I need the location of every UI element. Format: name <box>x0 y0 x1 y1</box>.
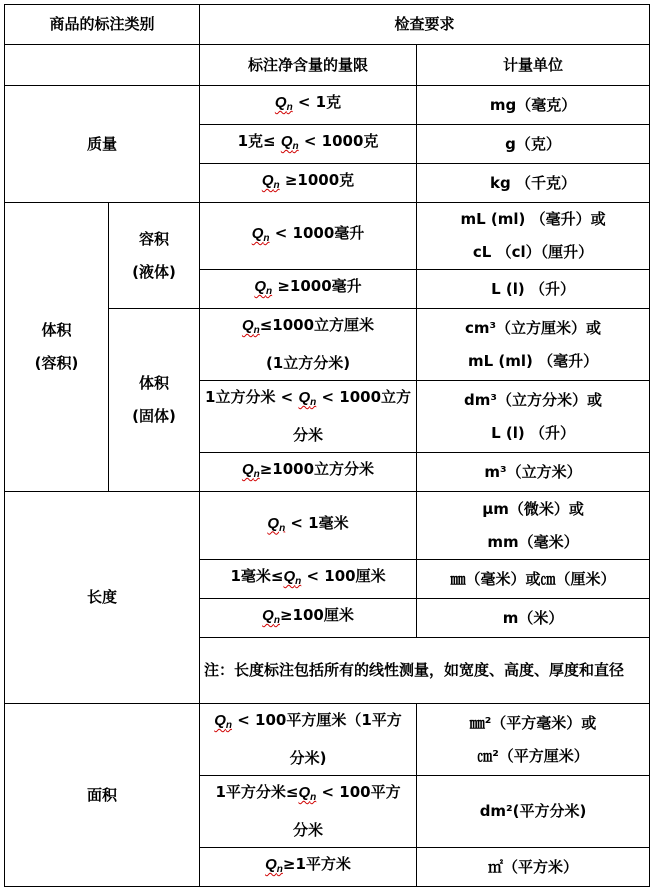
length-row <box>5 492 650 560</box>
qn-symbol: $Q_n$ <box>267 514 286 534</box>
mass-category: 质量 <box>5 86 200 203</box>
limit-cell: $Q_n \ge 1000$克 <box>200 164 417 203</box>
area-category: 面积 <box>5 704 200 887</box>
limit-cell: 1平方分米$\le Q_n < 100$平方 分米 <box>200 776 417 848</box>
qn-symbol: $Q_n$ <box>283 568 302 587</box>
header-row-2 <box>5 45 650 86</box>
unit-cell: ㎜（毫米）或㎝（厘米） <box>417 560 650 599</box>
limit-cell: $Q_n < 1$毫米 <box>200 492 417 560</box>
qn-symbol: $Q_n$ <box>298 784 317 803</box>
unit-cell: ㎡（平方米） <box>417 848 650 887</box>
qn-symbol: $Q_n$ <box>254 278 273 297</box>
limit-cell: $Q_n < 1000$毫升 <box>200 203 417 270</box>
unit-cell: ㎜²（平方毫米）或 ㎝²（平方厘米） <box>417 704 650 776</box>
unit-cell: mL (ml) （毫升）或 cL （cl）（厘升） <box>417 203 650 270</box>
category-header: 商品的标注类别 <box>5 5 200 45</box>
limit-cell: 1克≤ $Q_n < 1000$克 <box>200 125 417 164</box>
limit-cell: $Q_n < 100$平方厘米（1平方 分米) <box>200 704 417 776</box>
limit-cell: 1立方分米 < $Q_n < 1000$立方 分米 <box>200 381 417 453</box>
limit-cell: $Q_n\ge 1000$立方分米 <box>200 453 417 492</box>
unit-cell: cm³（立方厘米）或 mL (ml) （毫升） <box>417 309 650 381</box>
qn-symbol: $Q_n$ <box>265 856 283 875</box>
limit-column-header: 标注净含量的量限 <box>200 45 417 86</box>
unit-cell: μm（微米）或 mm（毫米） <box>417 492 650 560</box>
qn-symbol: $Q_n$ <box>298 389 317 408</box>
solid-subcategory: 体积 (固体) <box>109 309 200 492</box>
unit-cell: L (l) （升） <box>417 270 650 309</box>
unit-cell: dm³（立方分米）或 L (l) （升） <box>417 381 650 453</box>
limit-cell: $Q_n \ge 1000$毫升 <box>200 270 417 309</box>
volume-category: 体积 (容积) <box>5 203 109 492</box>
header-row-1 <box>5 5 650 45</box>
volume-liquid-row <box>5 203 650 270</box>
limit-cell: 1毫米$\le Q_n < 100$厘米 <box>200 560 417 599</box>
qn-symbol: $Q_n$ <box>241 317 260 336</box>
qn-symbol: $Q_n$ <box>262 607 280 626</box>
unit-cell: kg （千克） <box>417 164 650 203</box>
qn-symbol: $Q_n$ <box>214 712 233 731</box>
unit-cell: g（克） <box>417 125 650 164</box>
area-row <box>5 704 650 776</box>
limit-cell: $Q_n\ge 1$平方米 <box>200 848 417 887</box>
qn-symbol: $Q_n$ <box>251 225 270 244</box>
empty-header-cell <box>5 45 200 86</box>
qn-symbol: $Q_n$ <box>241 461 260 480</box>
qn-symbol: $Q_n$ <box>280 133 299 152</box>
unit-cell: dm²(平方分米) <box>417 776 650 848</box>
requirement-header: 检查要求 <box>200 5 650 45</box>
qn-symbol: $Q_n$ <box>261 172 280 191</box>
unit-cell: m³（立方米） <box>417 453 650 492</box>
unit-cell: m（米） <box>417 599 650 638</box>
unit-column-header: 计量单位 <box>417 45 650 86</box>
net-content-spec-table <box>4 4 650 887</box>
limit-cell: $Q_n < 1$克 <box>200 86 417 125</box>
mass-row <box>5 86 650 125</box>
limit-cell: $Q_n\le 1000$立方厘米 (1立方分米) <box>200 309 417 381</box>
length-note: 注：长度标注包括所有的线性测量，如宽度、高度、厚度和直径 <box>200 638 650 704</box>
length-category: 长度 <box>5 492 200 704</box>
qn-symbol: $Q_n$ <box>274 94 293 113</box>
unit-cell: mg（毫克） <box>417 86 650 125</box>
liquid-subcategory: 容积 (液体) <box>109 203 200 309</box>
limit-cell: $Q_n\ge 100$厘米 <box>200 599 417 638</box>
